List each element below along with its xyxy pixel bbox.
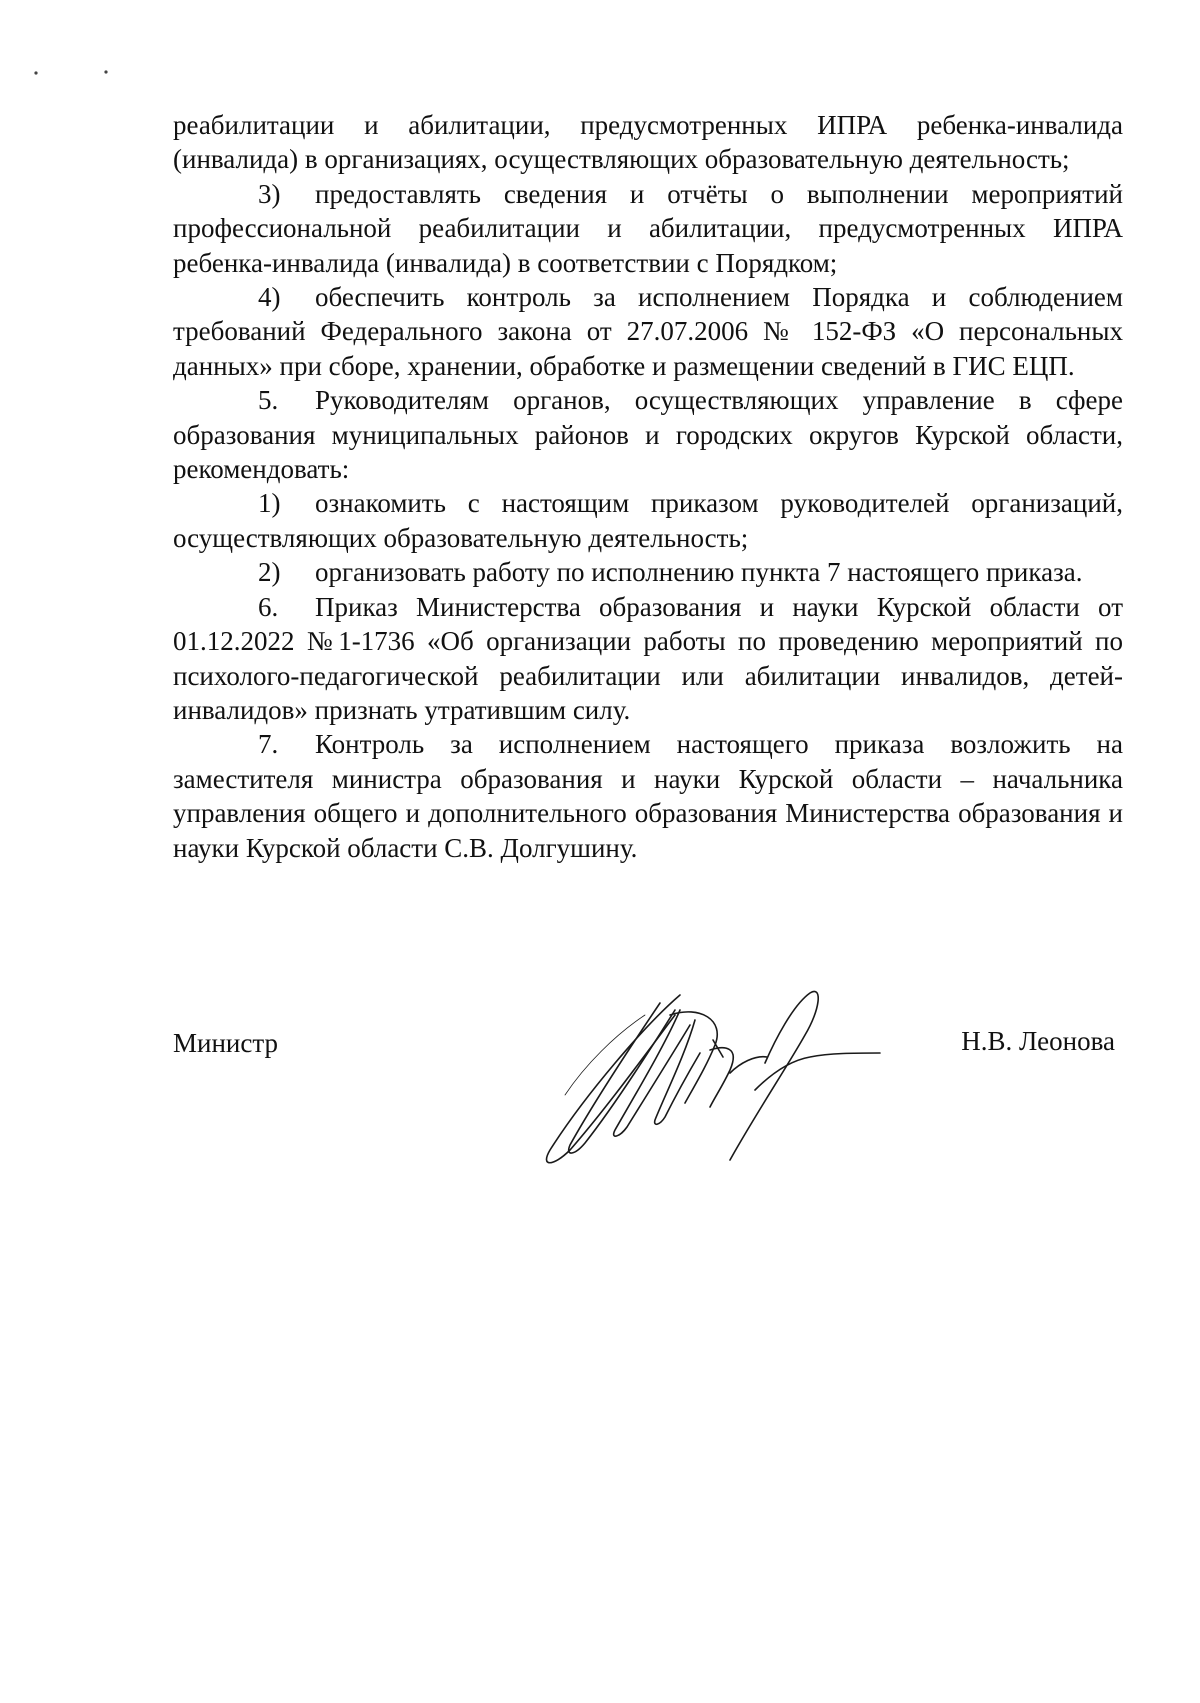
- paragraph-text: организовать работу по исполнению пункта 7 настоящего приказа.: [315, 557, 1083, 588]
- signatory-title: Министр: [173, 1028, 278, 1058]
- paragraph-item-3: [173, 177, 1123, 280]
- paragraph-text: предоставлять сведения и отчёты о выполнении мероприятий профессиональной реабилитации и абилитации, предусмотренных ИПРА ребенка-инвалида (инвалида) в соответствии с Порядком;: [173, 178, 1123, 278]
- paragraph-text: Контроль за исполнением настоящего приказа возложить на заместителя министра образования и науки Курской области – начальника управления общего и дополнительного образования Министерства образования и науки Курской области С.В. Долгушину.: [173, 729, 1123, 863]
- paragraph-continuation: [173, 108, 1123, 177]
- item-number: 7.: [258, 729, 279, 760]
- item-number: 4): [258, 282, 281, 313]
- paragraph-clause-7: [173, 727, 1123, 865]
- paragraph-text: Руководителям органов, осуществляющих управление в сфере образования муниципальных районов и городских округов Курской области, рекомендовать:: [173, 385, 1123, 485]
- paragraph-item-2: [173, 555, 1123, 589]
- paragraph-text: ознакомить с настоящим приказом руководителей организаций, осуществляющих образовательную деятельность;: [173, 488, 1123, 553]
- paragraph-text: обеспечить контроль за исполнением Порядка и соблюдением требований Федерального закона от 27.07.2006 № 152-ФЗ «О персональных данных» при сборе, хранении, обработке и размещении сведений в ГИС ЕЦП.: [173, 282, 1123, 381]
- item-number: 1): [258, 488, 281, 519]
- paragraph-clause-6: [173, 590, 1123, 728]
- paragraph-text: Приказ Министерства образования и науки Курской области от 01.12.2022 №1-1736 «Об организации работы по проведению мероприятий по психолого-педагогической реабилитации или абилитации инвалидов, детей-инвалидов» признать утратившим силу.: [173, 591, 1123, 725]
- item-number: 2): [258, 557, 281, 588]
- signatory-name: Н.В. Леонова: [961, 1026, 1115, 1056]
- scan-specks: [0, 0, 1200, 120]
- item-number: 3): [258, 178, 281, 209]
- paragraph-clause-5: [173, 383, 1123, 486]
- paragraph-item-1: [173, 486, 1123, 555]
- item-number: 6.: [258, 591, 279, 622]
- paragraph-text: реабилитации и абилитации, предусмотренных ИПРА ребенка-инвалида (инвалида) в организациях, осуществляющих образовательную деятельность;: [173, 110, 1123, 175]
- handwritten-signature: [525, 985, 925, 1175]
- item-number: 5.: [258, 385, 279, 416]
- document-body: [173, 108, 1123, 865]
- paragraph-item-4: [173, 280, 1123, 383]
